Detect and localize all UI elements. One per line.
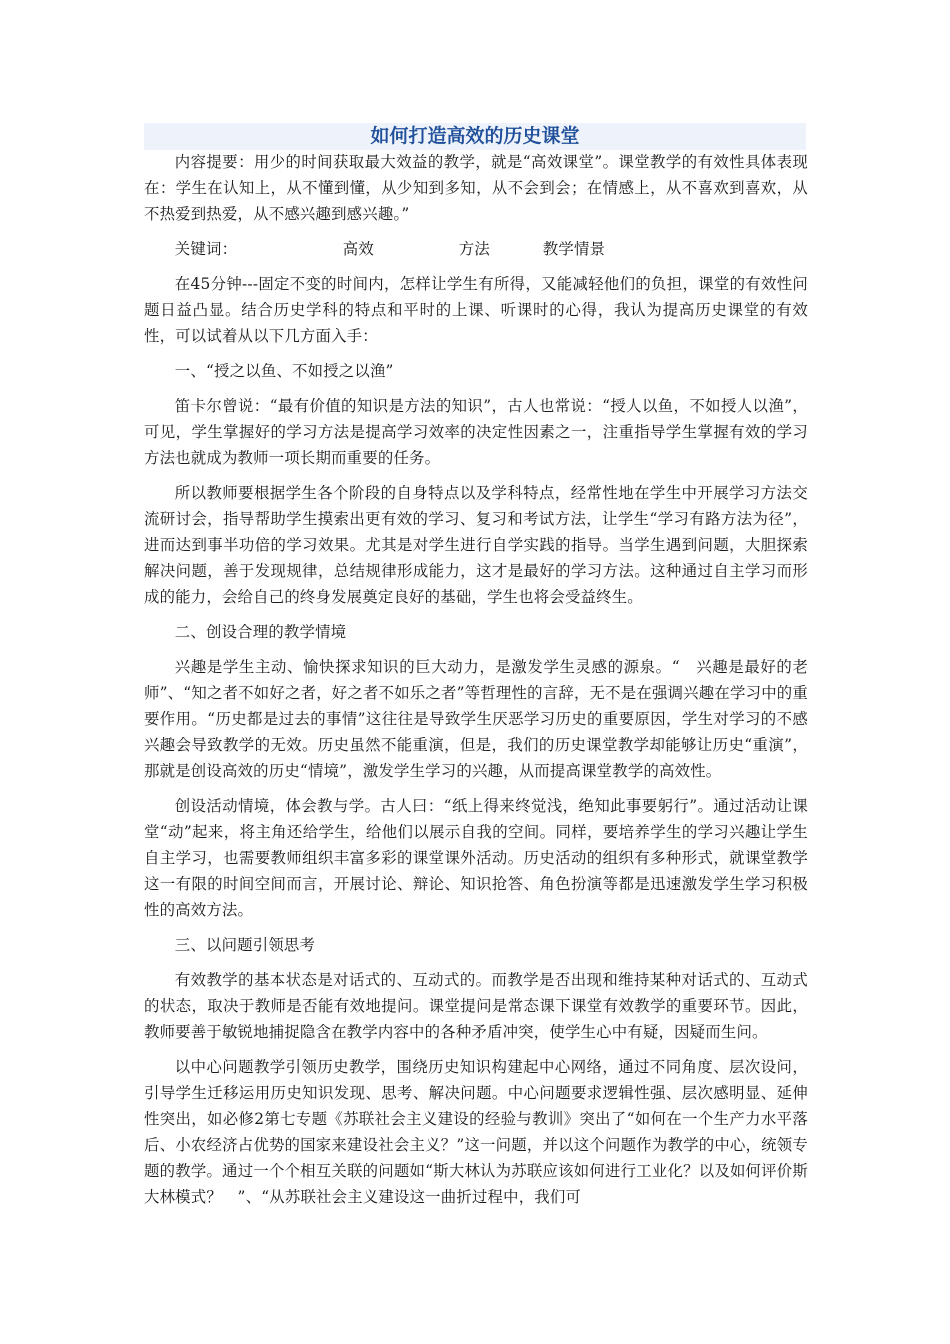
paragraph: 以中心问题教学引领历史教学，围绕历史知识构建起中心网络，通过不同角度、层次设问，引导学生迁移运用历史知识发现、思考、解决问题。中心问题要求逻辑性强、层次感明显、延伸性突出，如必修2第七专题《苏联社会主义建设的经验与教训》突出了“如何在一个生产力水平落后、小农经济占优势的国家来建设社会主义？”这一问题，并以这个问题作为教学的中心，统领专题的教学。通过一个个相互关联的问题如“斯大林认为苏联应该如何进行工业化？以及如何评价斯大林模式？ ”、“从苏联社会主义建设这一曲折过程中，我们可 — [144, 1058, 808, 1206]
keyword: 教学情景 — [542, 240, 606, 258]
section-heading: 二、创设合理的教学情境 — [174, 623, 347, 641]
paragraph: 有效教学的基本状态是对话式的、互动式的。而教学是否出现和维持某种对话式的、互动式的状态，取决于教师是否能有效地提问。课堂提问是常态课下课堂有效教学的重要环节。因此，教师要善于敏锐地捕捉隐含在教学内容中的各种矛盾冲突，使学生心中有疑，因疑而生问。 — [144, 971, 808, 1041]
paragraph: 创设活动情境，体会教与学。古人曰：“纸上得来终觉浅，绝知此事要躬行”。通过活动让课堂“动”起来，将主角还给学生，给他们以展示自我的空间。同样，要培养学生的学习兴趣让学生自主学习，也需要教师组织丰富多彩的课堂课外活动。历史活动的组织有多种形式，就课堂教学这一有限的时间空间而言，开展讨论、辩论、知识抢答、角色扮演等都是迅速激发学生学习积极性的高效方法。 — [144, 797, 808, 919]
keywords-line — [144, 236, 808, 262]
keywords-label: 关键词： — [174, 240, 238, 258]
paragraph: 兴趣是学生主动、愉快探求知识的巨大动力，是激发学生灵感的源泉。“ 兴趣是最好的老师”、“知之者不如好之者，好之者不如乐之者”等哲理性的言辞，无不是在强调兴趣在学习中的重要作用。“历史都是过去的事情”这往往是导致学生厌恶学习历史的重要原因，学生对学习的不感兴趣会导致教学的无效。历史虽然不能重演，但是，我们的历史课堂教学却能够让历史“重演”，那就是创设高效的历史“情境”，激发学生学习的兴趣，从而提高课堂教学的高效性。 — [144, 658, 808, 780]
paragraph: 笛卡尔曾说：“最有价值的知识是方法的知识”，古人也常说：“授人以鱼，不如授人以渔”，可见，学生掌握好的学习方法是提高学习效率的决定性因素之一，注重指导学生掌握有效的学习方法也就成为教师一项长期而重要的任务。 — [144, 397, 808, 467]
document-title: 如何打造高效的历史课堂 — [370, 125, 580, 147]
section-heading: 一、“授之以鱼、不如授之以渔” — [174, 362, 394, 380]
document-body — [144, 149, 808, 1210]
paragraph: 所以教师要根据学生各个阶段的自身特点以及学科特点，经常性地在学生中开展学习方法交流研讨会，指导帮助学生摸索出更有效的学习、复习和考试方法，让学生“学习有路方法为径”，进而达到事半功倍的学习效果。尤其是对学生进行自学实践的指导。当学生遇到问题，大胆探索解决问题，善于发现规律，总结规律形成能力，这才是最好的学习方法。这种通过自主学习而形成的能力，会给自己的终身发展奠定良好的基础，学生也将会受益终生。 — [144, 484, 808, 606]
paragraph: 在45分钟---固定不变的时间内，怎样让学生有所得，又能减轻他们的负担，课堂的有效性问题日益凸显。结合历史学科的特点和平时的上课、听课时的心得，我认为提高历史课堂的有效性，可以试着从以下几方面入手： — [144, 275, 808, 345]
section-heading: 三、以问题引领思考 — [174, 936, 316, 954]
keyword: 方法 — [458, 240, 490, 258]
keyword: 高效 — [342, 240, 374, 258]
abstract-paragraph: 内容提要：用少的时间获取最大效益的教学，就是“高效课堂”。课堂教学的有效性具体表现在：学生在认知上，从不懂到懂，从少知到多知，从不会到会；在情感上，从不喜欢到喜欢，从不热爱到热爱，从不感兴趣到感兴趣。” — [144, 153, 808, 223]
